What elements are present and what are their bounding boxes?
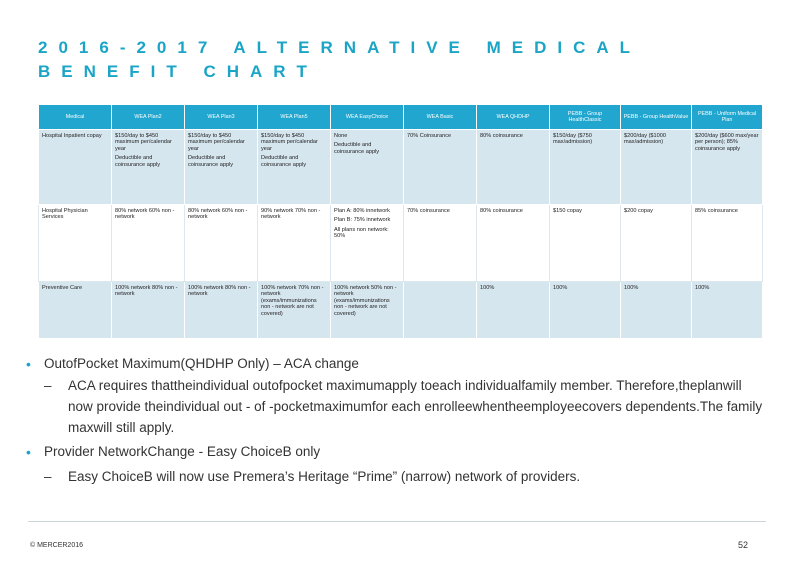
cell-text: Deductible and coinsurance apply [188,155,234,168]
table-cell [692,205,763,282]
cell-text: 85% coinsurance [695,208,738,214]
table-cell [477,130,550,205]
cell-text: 80% network 60% non - network [188,208,248,221]
table-cell [258,130,331,205]
cell-text: Deductible and coinsurance apply [261,155,307,168]
table-cell [404,282,477,339]
sub-bullet-text: Easy ChoiceB will now use Premera’s Heritage “Prime” (narrow) network of providers. [68,469,581,484]
footer-divider [28,521,766,522]
cell-text: Plan A: 80% innetwork [334,208,390,214]
cell-text: 100% network 70% non - network (exams/immunizations non - network are not covered) [261,285,324,317]
table-cell [550,282,621,339]
cell-text: Hospital Inpatient copay [42,133,102,139]
cell-text: 100% [480,285,495,291]
slide-title: 2016-2017 ALTERNATIVE MEDICAL BENEFIT CHART [38,38,641,81]
bullet-item [24,441,764,463]
table-cell [331,282,404,339]
table-cell [331,205,404,282]
cell-text: 100% [695,285,710,291]
table-row [39,205,763,282]
cell-text: 100% [624,285,639,291]
column-header: WEA Plan3 [185,105,258,130]
table-row [39,282,763,339]
table-cell [185,282,258,339]
table-cell [550,130,621,205]
cell-text: 70% Coinsurance [407,133,452,139]
table-cell [39,282,112,339]
column-header: WEA EasyChoice [331,105,404,130]
column-header: WEA Plan5 [258,105,331,130]
cell-text: 100% network 50% non - network (exams/immunizations non - network are not covered) [334,285,397,317]
column-header: PEBB - Uniform Medical Plan [692,105,763,130]
cell-text: $150/day to $450 maximum per/calendar year [188,133,245,152]
cell-text: 100% network 80% non - network [115,285,178,298]
sub-bullet-item [24,466,764,487]
table-cell [477,282,550,339]
table-cell [112,282,185,339]
table-cell [404,130,477,205]
cell-text: None [334,133,348,139]
table-cell [692,130,763,205]
cell-text: All plans non network: 50% [334,226,389,240]
column-header: PEBB - Group HealthValue [621,105,692,130]
cell-text: Deductible and coinsurance apply [115,155,161,168]
cell-text: 90% network 70% non - network [261,208,321,221]
cell-text: Preventive Care [42,285,83,291]
table-cell [185,205,258,282]
bullet-icon: • [26,444,31,460]
column-header: PEBB - Group HealthClassic [550,105,621,130]
dash-icon: – [44,469,52,484]
cell-text: $200/day ($1000 max/admission) [624,133,666,146]
cell-text: $150/day to $450 maximum per/calendar year [261,133,318,152]
cell-text: Deductible and coinsurance apply [334,142,380,155]
table-cell [39,205,112,282]
page-number: 52 [738,540,749,550]
cell-text: 80% network 60% non - network [115,208,175,221]
table-cell [621,130,692,205]
cell-text: $200/day ($600 max/year per person); 85% coinsurance apply [695,133,759,152]
sub-bullet-text: ACA requires thattheindividual outofpocket maximumapply toeach individualfamily member. Therefore,theplanwill now provide theindividual out - of -pocketmaximumfor each enrolleewhentheemployeecovers dependents.The family maxwill still apply. [68,378,763,435]
cell-text: 100% network 80% non - network [188,285,251,298]
cell-text: 80% coinsurance [480,133,523,139]
dash-icon: – [44,378,52,393]
table-cell [112,130,185,205]
bullet-icon: • [26,356,31,372]
cell-text: $150/day ($750 max/admission) [553,133,593,146]
table-cell [621,282,692,339]
cell-text: Plan B: 75% innetwork [334,217,391,224]
cell-text: 100% [553,285,568,291]
table-cell [258,282,331,339]
cell-text: Hospital Physician Services [42,208,88,221]
table-cell [185,130,258,205]
cell-text: $150 copay [553,208,582,214]
column-header: Medical [39,105,112,130]
sub-bullet-item [24,375,764,438]
cell-text: $200 copay [624,208,653,214]
table-cell [331,130,404,205]
footer-copyright: © MERCER2016 [30,542,84,549]
table-cell [258,205,331,282]
bullet-text: Provider NetworkChange - Easy ChoiceB only [44,444,321,459]
table-cell [550,205,621,282]
table-cell [39,130,112,205]
table-cell [621,205,692,282]
cell-text: 70% coinsurance [407,208,450,214]
column-header: WEA Basic [404,105,477,130]
bullet-list [24,353,764,487]
benefit-table [38,104,763,339]
cell-text: 80% coinsurance [480,208,523,214]
cell-text: $150/day to $450 maximum per/calendar year [115,133,172,152]
column-header: WEA Plan2 [112,105,185,130]
table-cell [112,205,185,282]
table-cell [692,282,763,339]
column-header: WEA QHDHP [477,105,550,130]
bullet-text: OutofPocket Maximum(QHDHP Only) – ACA change [44,356,359,371]
bullet-item [24,353,764,375]
table-row [39,130,763,205]
table-header-row [39,105,763,130]
table-cell [477,205,550,282]
table-cell [404,205,477,282]
